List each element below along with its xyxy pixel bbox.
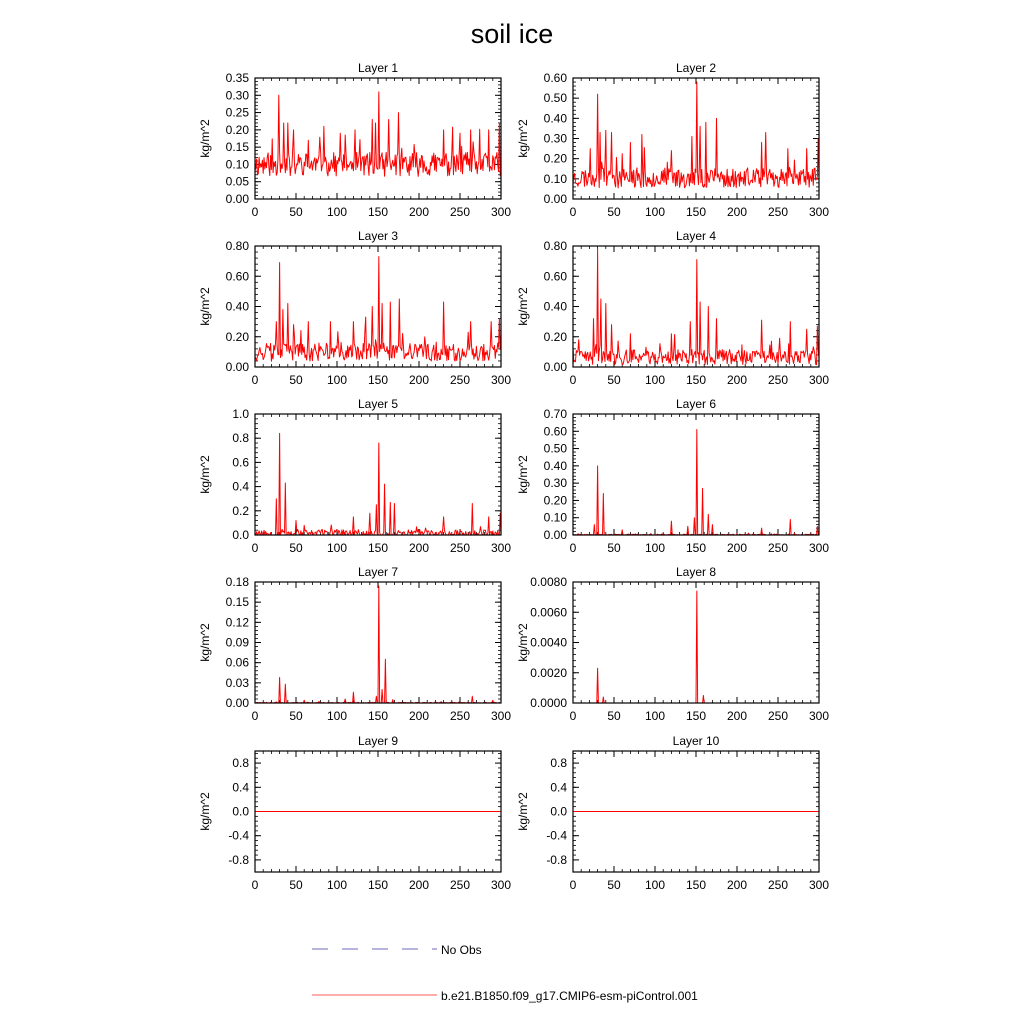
- x-tick-label: 0: [251, 541, 259, 555]
- panel-layer-9: [198, 734, 511, 892]
- panel-layer-2: [516, 61, 829, 219]
- y-tick-label: 0.0000: [530, 696, 567, 710]
- y-tick-label: 0.50: [543, 441, 567, 456]
- x-tick-label: 100: [644, 878, 666, 892]
- y-tick-label: 0.18: [225, 575, 249, 589]
- x-tick-label: 300: [808, 878, 830, 892]
- y-tick-label: 0.00: [543, 528, 567, 542]
- series-line: [255, 92, 501, 177]
- panel-title: Layer 1: [357, 61, 399, 75]
- x-tick-label: 50: [289, 878, 303, 892]
- x-tick-label: 300: [808, 205, 830, 219]
- x-tick-label: 0: [569, 373, 577, 387]
- y-tick-label: 0.12: [225, 615, 249, 630]
- y-tick-label: 0.15: [225, 140, 249, 155]
- x-tick-label: 100: [644, 709, 666, 723]
- y-tick-label: 0.10: [225, 157, 249, 172]
- x-tick-label: 100: [644, 205, 666, 219]
- figure-title: soil ice: [470, 19, 554, 49]
- y-tick-label: 0.25: [225, 105, 249, 120]
- panel-layer-7: [198, 565, 511, 723]
- y-tick-label: 0.8: [550, 756, 567, 771]
- series-line: [573, 430, 819, 535]
- x-tick-label: 300: [490, 541, 512, 555]
- x-tick-label: 0: [569, 205, 577, 219]
- y-tick-label: 0.30: [543, 476, 567, 491]
- x-tick-label: 200: [408, 709, 430, 723]
- y-tick-label: 0.00: [543, 360, 567, 374]
- y-axis-label: kg/m^2: [516, 623, 530, 662]
- x-tick-label: 150: [685, 373, 707, 387]
- y-tick-label: 0.20: [543, 493, 567, 508]
- y-tick-label: 0.0: [550, 804, 567, 819]
- y-axis-label: kg/m^2: [198, 287, 212, 326]
- x-tick-label: 0: [251, 709, 259, 723]
- y-tick-label: 0.00: [543, 192, 567, 206]
- panel-layer-5: [198, 397, 511, 555]
- legend-label: b.e21.B1850.f09_g17.CMIP6-esm-piControl.001: [441, 989, 698, 1003]
- panel-title: Layer 3: [357, 229, 399, 243]
- y-axis-label: kg/m^2: [516, 455, 530, 494]
- x-tick-label: 150: [685, 878, 707, 892]
- y-tick-label: 0.35: [225, 71, 249, 85]
- y-tick-label: -0.8: [546, 852, 567, 867]
- x-tick-label: 200: [408, 541, 430, 555]
- x-tick-label: 200: [726, 373, 748, 387]
- y-axis-label: kg/m^2: [198, 455, 212, 494]
- x-tick-label: 0: [569, 709, 577, 723]
- x-tick-label: 200: [408, 205, 430, 219]
- y-axis-label: kg/m^2: [516, 287, 530, 326]
- x-tick-label: 200: [726, 541, 748, 555]
- x-tick-label: 250: [449, 878, 471, 892]
- panel-layer-1: [198, 61, 511, 219]
- y-tick-label: 0.30: [225, 88, 249, 103]
- x-tick-label: 50: [289, 541, 303, 555]
- x-tick-label: 250: [767, 541, 789, 555]
- panel-title: Layer 6: [675, 397, 717, 411]
- series-line: [573, 591, 819, 703]
- x-tick-label: 50: [607, 878, 621, 892]
- x-tick-label: 100: [326, 709, 348, 723]
- y-tick-label: 1.0: [232, 407, 249, 421]
- panel-title: Layer 5: [357, 397, 399, 411]
- y-tick-label: 0.8: [232, 756, 249, 771]
- x-tick-label: 250: [449, 709, 471, 723]
- panel-title: Layer 4: [675, 229, 717, 243]
- y-tick-label: 0.0: [232, 528, 249, 542]
- x-tick-label: 100: [326, 541, 348, 555]
- y-tick-label: 0.8: [232, 431, 249, 446]
- x-tick-label: 150: [367, 205, 389, 219]
- y-tick-label: 0.6: [232, 455, 249, 470]
- legend-label: No Obs: [441, 943, 482, 957]
- x-tick-label: 300: [808, 709, 830, 723]
- y-tick-label: 0.0: [232, 804, 249, 819]
- x-tick-label: 250: [767, 373, 789, 387]
- panel-title: Layer 10: [672, 734, 720, 748]
- x-tick-label: 0: [251, 205, 259, 219]
- x-tick-label: 50: [607, 205, 621, 219]
- x-tick-label: 50: [289, 373, 303, 387]
- x-tick-label: 50: [289, 709, 303, 723]
- x-tick-label: 250: [767, 205, 789, 219]
- y-tick-label: 0.80: [225, 239, 249, 253]
- y-tick-label: 0.10: [543, 510, 567, 525]
- x-tick-label: 150: [367, 541, 389, 555]
- y-tick-label: 0.0060: [530, 605, 567, 620]
- y-tick-label: 0.4: [232, 780, 249, 795]
- x-tick-label: 150: [685, 541, 707, 555]
- y-tick-label: 0.05: [225, 174, 249, 189]
- y-tick-label: 0.15: [225, 595, 249, 610]
- panel-title: Layer 9: [357, 734, 399, 748]
- y-tick-label: 0.40: [543, 299, 567, 314]
- y-tick-label: 0.10: [543, 171, 567, 186]
- x-tick-label: 0: [569, 878, 577, 892]
- y-tick-label: 0.60: [543, 269, 567, 284]
- panel-title: Layer 7: [357, 565, 399, 579]
- x-tick-label: 50: [607, 373, 621, 387]
- x-tick-label: 200: [726, 878, 748, 892]
- y-axis-label: kg/m^2: [198, 623, 212, 662]
- y-tick-label: 0.30: [543, 131, 567, 146]
- series-line: [573, 249, 819, 365]
- y-tick-label: 0.03: [225, 675, 249, 690]
- x-tick-label: 250: [449, 373, 471, 387]
- y-axis-label: kg/m^2: [516, 792, 530, 831]
- y-tick-label: 0.60: [543, 424, 567, 439]
- y-axis-label: kg/m^2: [198, 119, 212, 158]
- x-tick-label: 300: [490, 373, 512, 387]
- y-tick-label: 0.20: [543, 151, 567, 166]
- series-line: [255, 257, 501, 362]
- y-tick-label: 0.40: [543, 111, 567, 126]
- x-tick-label: 150: [367, 709, 389, 723]
- y-tick-label: 0.0040: [530, 635, 567, 650]
- y-tick-label: 0.20: [543, 329, 567, 344]
- y-axis-label: kg/m^2: [516, 119, 530, 158]
- y-tick-label: 0.80: [543, 239, 567, 253]
- x-tick-label: 300: [808, 541, 830, 555]
- x-tick-label: 300: [490, 205, 512, 219]
- x-tick-label: 150: [367, 373, 389, 387]
- legend: [312, 943, 698, 1003]
- y-tick-label: 0.60: [543, 71, 567, 85]
- y-tick-label: -0.8: [228, 852, 249, 867]
- x-tick-label: 150: [685, 205, 707, 219]
- x-tick-label: 300: [490, 878, 512, 892]
- x-tick-label: 100: [326, 878, 348, 892]
- x-tick-label: 250: [767, 709, 789, 723]
- series-line: [573, 82, 819, 188]
- x-tick-label: 50: [607, 541, 621, 555]
- x-tick-label: 100: [644, 373, 666, 387]
- y-tick-label: 0.60: [225, 269, 249, 284]
- y-tick-label: 0.09: [225, 635, 249, 650]
- series-line: [255, 433, 501, 535]
- y-tick-label: 0.00: [225, 360, 249, 374]
- panel-title: Layer 2: [675, 61, 717, 75]
- y-tick-label: 0.50: [543, 91, 567, 106]
- y-tick-label: 0.00: [225, 696, 249, 710]
- x-tick-label: 200: [726, 709, 748, 723]
- panel-layer-10: [516, 734, 829, 892]
- y-tick-label: 0.4: [232, 479, 249, 494]
- panel-layer-4: [516, 229, 829, 387]
- y-tick-label: 0.70: [543, 407, 567, 421]
- panel-layer-3: [198, 229, 511, 387]
- x-tick-label: 100: [326, 373, 348, 387]
- x-tick-label: 200: [408, 373, 430, 387]
- x-tick-label: 300: [808, 373, 830, 387]
- y-tick-label: 0.2: [232, 503, 249, 518]
- x-tick-label: 50: [607, 709, 621, 723]
- y-tick-label: 0.40: [225, 299, 249, 314]
- x-tick-label: 250: [449, 541, 471, 555]
- y-tick-label: 0.0020: [530, 665, 567, 680]
- y-tick-label: 0.0080: [530, 575, 567, 589]
- x-tick-label: 300: [490, 709, 512, 723]
- y-tick-label: 0.4: [550, 780, 567, 795]
- x-tick-label: 0: [569, 541, 577, 555]
- panel-layer-8: [516, 565, 829, 723]
- y-tick-label: 0.06: [225, 655, 249, 670]
- y-tick-label: 0.00: [225, 192, 249, 206]
- x-tick-label: 200: [408, 878, 430, 892]
- x-tick-label: 0: [251, 373, 259, 387]
- x-tick-label: 100: [326, 205, 348, 219]
- panel-grid: [198, 61, 829, 892]
- x-tick-label: 250: [449, 205, 471, 219]
- x-tick-label: 200: [726, 205, 748, 219]
- y-tick-label: 0.40: [543, 458, 567, 473]
- x-tick-label: 50: [289, 205, 303, 219]
- panel-title: Layer 8: [675, 565, 717, 579]
- x-tick-label: 0: [251, 878, 259, 892]
- panel-layer-6: [516, 397, 829, 555]
- y-tick-label: -0.4: [546, 828, 567, 843]
- y-tick-label: 0.20: [225, 122, 249, 137]
- y-axis-label: kg/m^2: [198, 792, 212, 831]
- x-tick-label: 150: [367, 878, 389, 892]
- x-tick-label: 150: [685, 709, 707, 723]
- x-tick-label: 100: [644, 541, 666, 555]
- y-tick-label: 0.20: [225, 329, 249, 344]
- y-tick-label: -0.4: [228, 828, 249, 843]
- x-tick-label: 250: [767, 878, 789, 892]
- series-line: [255, 586, 501, 703]
